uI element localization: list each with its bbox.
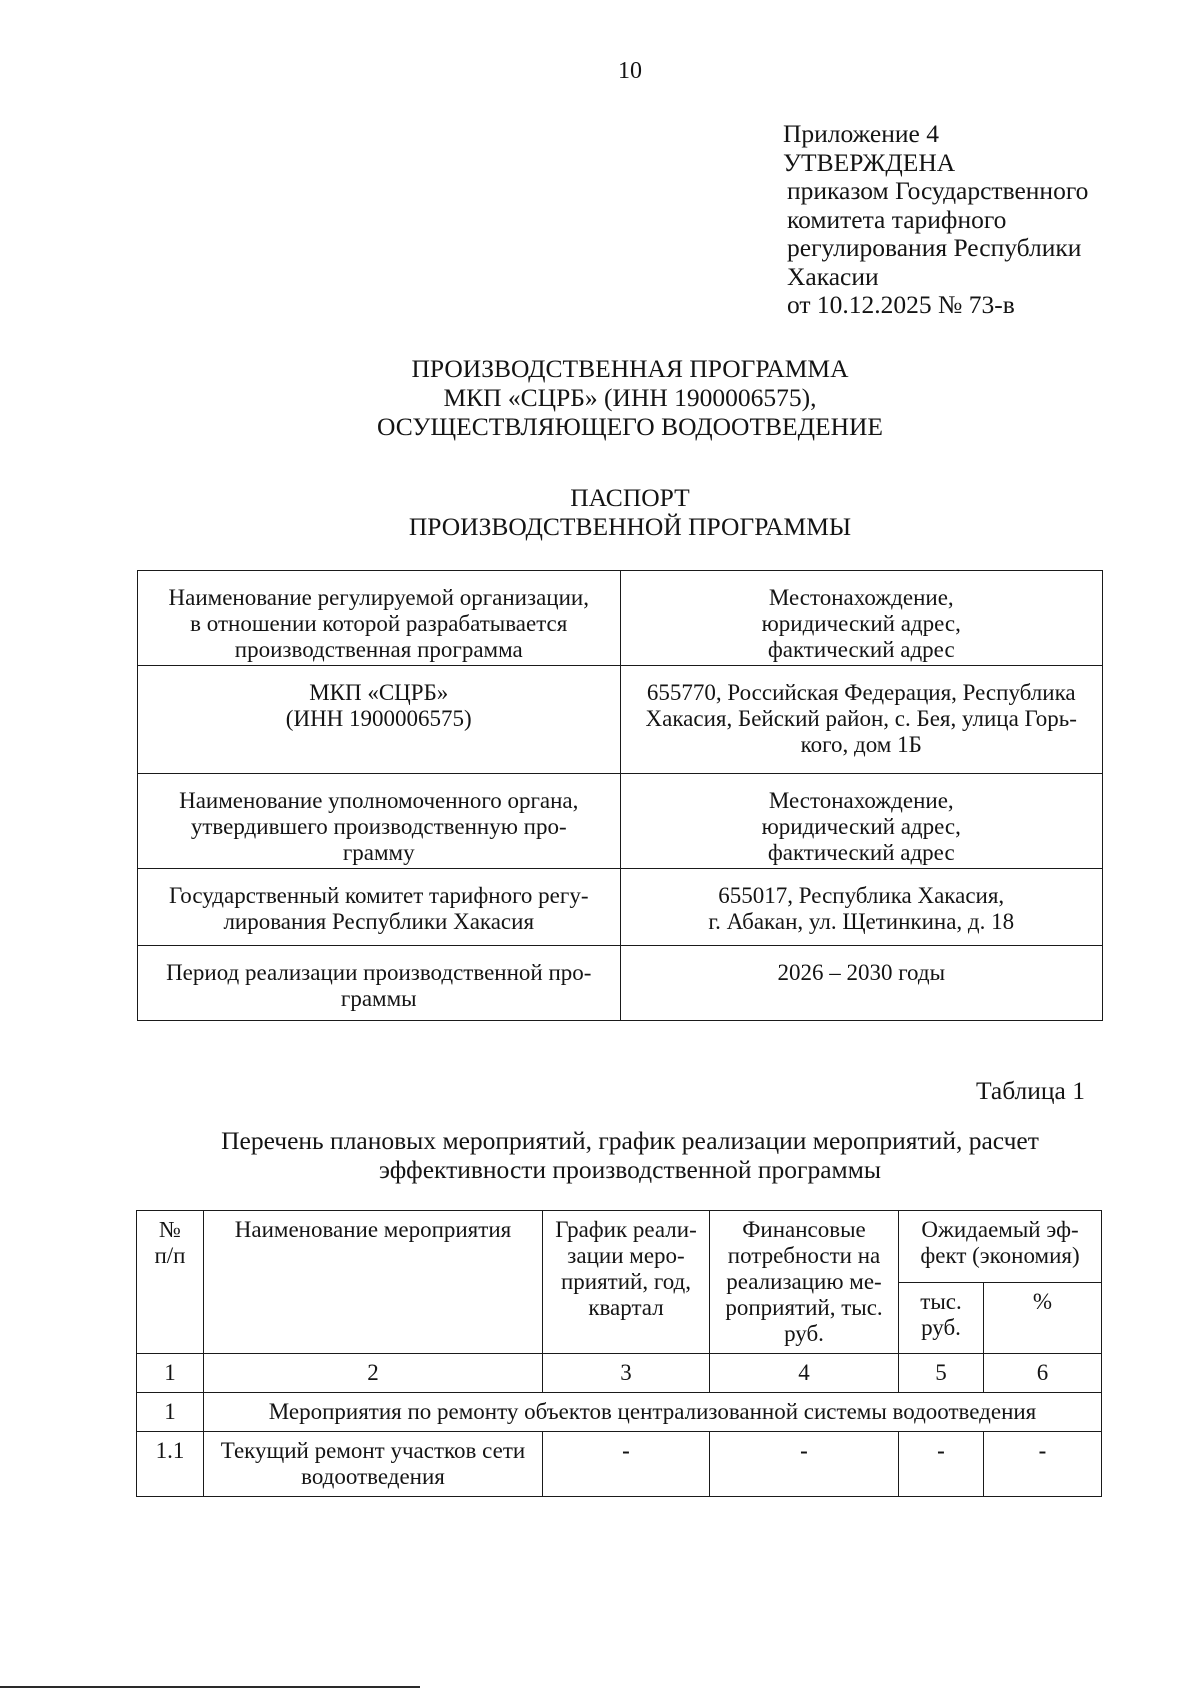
program-title-line: ПРОИЗВОДСТВЕННАЯ ПРОГРАММА <box>411 354 849 383</box>
cell-line: в отношении которой разрабатывается <box>190 611 568 636</box>
passport-cell <box>138 946 621 1021</box>
passport-cell <box>138 774 621 869</box>
column-number: 3 <box>543 1354 710 1393</box>
cell-line: 655017, Республика Хакасия, <box>718 883 1005 908</box>
header-row <box>137 1211 1102 1283</box>
cell-line: фактический адрес <box>767 840 955 865</box>
cell-line: 655770, Российская Федерация, Республика <box>646 680 1076 705</box>
passport-row <box>138 869 1103 946</box>
cell-line: юридический адрес, <box>761 814 961 839</box>
passport-table <box>137 570 1103 1021</box>
header-finance <box>710 1211 899 1354</box>
passport-cell <box>138 869 621 946</box>
order-line: Хакасии <box>787 261 879 291</box>
appendix-label: Приложение 4 <box>783 119 939 148</box>
cell-line: Государственный комитет тарифного регу- <box>168 883 589 908</box>
measures-title <box>0 1126 1200 1184</box>
passport-row <box>138 774 1103 869</box>
cell-line: Хакасия, Бейский район, с. Бея, улица Горь- <box>645 706 1077 731</box>
header-line: квартал <box>588 1295 664 1320</box>
measures-title-line: эффективности производственной программы <box>379 1155 881 1184</box>
header-effect-pct: % <box>984 1282 1102 1354</box>
passport-row <box>138 571 1103 666</box>
column-number: 4 <box>710 1354 899 1393</box>
passport-row <box>138 946 1103 1021</box>
cell-line: 2026 – 2030 годы <box>777 960 946 985</box>
cell-line: водоотведения <box>301 1464 445 1489</box>
header-line: роприятий, тыс. <box>725 1295 883 1320</box>
cell-line: Наименование регулируемой организации, <box>168 585 589 610</box>
header-line: фект (экономия) <box>920 1243 1080 1268</box>
header-effect <box>899 1211 1102 1283</box>
header-schedule <box>543 1211 710 1354</box>
header-line: График реали- <box>555 1217 697 1242</box>
program-title <box>0 354 1200 441</box>
header-line: Наименование мероприятия <box>234 1217 512 1242</box>
program-title-line: ОСУЩЕСТВЛЯЮЩЕГО ВОДООТВЕДЕНИЕ <box>376 412 883 441</box>
header-line: приятий, год, <box>560 1269 691 1294</box>
order-line: приказом Государственного <box>787 176 1089 205</box>
header-line: руб. <box>921 1314 961 1340</box>
passport-title <box>0 483 1200 541</box>
cell-line: Период реализации производственной про- <box>166 960 592 985</box>
passport-cell <box>620 571 1103 666</box>
header-line: реализацию ме- <box>726 1269 882 1294</box>
column-number: 1 <box>137 1354 204 1393</box>
section-number: 1 <box>137 1393 204 1432</box>
passport-cell <box>620 946 1103 1021</box>
row-effect-rub: - <box>899 1432 984 1497</box>
passport-cell <box>620 869 1103 946</box>
cell-line: грамму <box>342 840 415 865</box>
header-line: п/п <box>154 1243 186 1268</box>
cell-line: г. Абакан, ул. Щетинкина, д. 18 <box>708 909 1015 934</box>
table-row <box>137 1432 1102 1497</box>
header-name <box>204 1211 543 1354</box>
cell-line: Наименование уполномоченного органа, <box>179 788 579 813</box>
passport-cell <box>620 666 1103 774</box>
table-label: Таблица 1 <box>975 1076 1085 1105</box>
header-line: Финансовые <box>742 1217 866 1242</box>
order-line: комитета тарифного <box>787 204 1007 234</box>
row-finance: - <box>710 1432 899 1497</box>
passport-cell <box>138 666 621 774</box>
section-row <box>137 1393 1102 1432</box>
cell-line: МКП «СЦРБ» <box>309 680 449 705</box>
header-line: руб. <box>784 1321 824 1346</box>
cell-line: граммы <box>340 986 417 1011</box>
passport-title-line: ПРОИЗВОДСТВЕННОЙ ПРОГРАММЫ <box>408 512 852 541</box>
passport-row <box>138 666 1103 774</box>
header-effect-rub <box>899 1282 984 1354</box>
passport-cell <box>138 571 621 666</box>
order-line: регулирования Республики <box>787 233 1082 262</box>
cell-line: Местонахождение, <box>768 788 954 813</box>
cell-line: Текущий ремонт участков сети <box>220 1438 526 1463</box>
cell-line: (ИНН 1900006575) <box>285 706 472 731</box>
cell-line: кого, дом 1Б <box>800 732 922 757</box>
approval-stamp-block <box>783 120 1088 320</box>
order-date-number: от 10.12.2025 № 73-в <box>787 290 1015 319</box>
cell-line: Местонахождение, <box>768 585 954 610</box>
column-number: 5 <box>899 1354 984 1393</box>
column-number: 6 <box>984 1354 1102 1393</box>
program-title-line: МКП «СЦРБ» (ИНН 1900006575), <box>443 383 817 412</box>
cell-line: производственная программа <box>234 637 523 662</box>
row-name <box>204 1432 543 1497</box>
cell-line: фактический адрес <box>767 637 955 662</box>
header-line: Ожидаемый эф- <box>921 1217 1079 1242</box>
column-numbers-row <box>137 1354 1102 1393</box>
row-number: 1.1 <box>137 1432 204 1497</box>
measures-table <box>136 1210 1102 1497</box>
row-effect-pct: - <box>984 1432 1102 1497</box>
measures-title-line: Перечень плановых мероприятий, график реализации мероприятий, расчет <box>221 1126 1039 1155</box>
header-line: зации меро- <box>567 1243 685 1268</box>
column-number: 2 <box>204 1354 543 1393</box>
page-number: 10 <box>618 58 642 84</box>
section-title: Мероприятия по ремонту объектов централизованной системы водоотведения <box>204 1393 1102 1432</box>
header-line: № <box>159 1217 181 1242</box>
cell-line: утвердившего производственную про- <box>190 814 567 839</box>
passport-cell <box>620 774 1103 869</box>
passport-title-line: ПАСПОРТ <box>570 483 690 512</box>
approved-label: УТВЕРЖДЕНА <box>783 147 956 177</box>
cell-line: юридический адрес, <box>761 611 961 636</box>
cell-line: лирования Республики Хакасия <box>223 909 535 934</box>
header-line: тыс. <box>920 1288 962 1314</box>
row-schedule: - <box>543 1432 710 1497</box>
header-num <box>137 1211 204 1354</box>
header-line: потребности на <box>727 1243 881 1268</box>
scan-edge-line <box>0 1686 420 1688</box>
